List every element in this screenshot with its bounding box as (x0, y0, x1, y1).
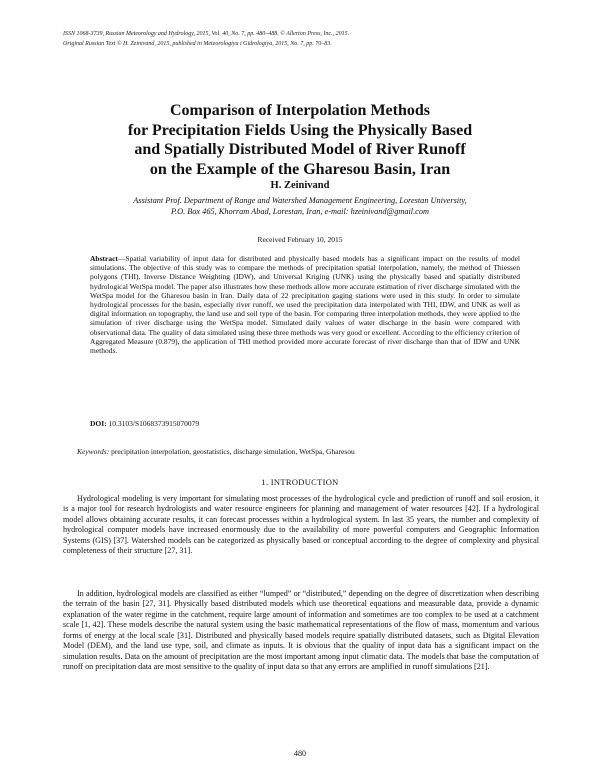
keywords-value: precipitation interpolation, geostatistics, discharge simulation, WetSpa, Gharesou (109, 447, 355, 456)
abstract (90, 254, 520, 355)
title-line: Comparison of Interpolation Methods (169, 102, 430, 119)
abstract-label: Abstract (90, 254, 118, 263)
keywords-label: Keywords: (77, 447, 110, 456)
body-paragraph: In addition, hydrological models are classified as either “lumped” or “distributed,” depending on the degree of discretization when describing the terrain of the basin [27, 31]. Physically based distributed models which use theoretical equations and measurable data, provide a dynamic explanation of the water regime in the catchment, require large amount of information and sometimes are too complex to be used at a catchment scale [1, 42]. These models describe the natural system using the basic mathematical representations of the flow of mass, momentum and various forms of energy at the local scale [31]. Distributed and physically based models require spatially distributed datasets, such as Digital Elevation Model (DEM), and the land use type, soil, and climate as inputs. It is obvious that the quality of input data has a significant impact on the simulation results. Data on the amount of precipitation are the most important among input climatic data. The models that base the computation of runoff on precipitation data are most sensitive to the quality of input data so that any errors are amplified in runoff simulations [21]. (63, 589, 539, 672)
section-heading-introduction: 1. INTRODUCTION (261, 477, 339, 487)
doi (90, 419, 520, 428)
author-affiliation (70, 196, 530, 217)
affiliation-line: P.O. Box 465, Khorram Abad, Lorestan, Iran, e-mail: hzeinivand@gmail.com (171, 206, 429, 216)
author-name: H. Zeinivand (270, 180, 330, 191)
page-number: 480 (294, 749, 306, 758)
header-original-text-line: Original Russian Text © H. Zeinivand, 2015, published in Meteorologiya i Gidrologiya, 2015, No. 7, pp. 70–83. (63, 40, 332, 47)
header-issn-line: ISSN 1068-3739, Russian Meteorology and Hydrology, 2015, Vol. 40, No. 7, pp. 480–488. © Allerton Press, Inc., 2015. (63, 31, 350, 37)
keywords (77, 447, 537, 456)
title-line: on the Example of the Gharesou Basin, Iran (149, 160, 451, 178)
body-paragraph: Hydrological modeling is very important for simulating most processes of the hydrological cycle and prediction of runoff and soil erosion, it is a major tool for research hydrologists and water resource engineers for planning and management of water resources [42]. If a hydrological model allows obtaining accurate results, it can forecast processes within a hydrological system. In last 35 years, the number and complexity of hydrological computer models have increased enormously due to the availability of more powerful computers and Geographic Information Systems (GIS) [37]. Watershed models can be categorized as physically based or conceptual according to the degree of complexity and physical completeness of their structure [27, 31]. (63, 494, 539, 556)
paper-title (30, 101, 570, 179)
affiliation-line: Assistant Prof. Department of Range and Watershed Management Engineering, Lorestan University, (133, 196, 467, 205)
doi-label: DOI: (90, 419, 107, 428)
abstract-text: —Spatial variability of input data for distributed and physically based models has a significant impact on the results of model simulations. The objective of this study was to compare the methods of precipitation spatial interpolation, namely, the method of Thiessen polygons (THI), Inverse Distance Weighting (IDW), and Universal Kriging (UNK) using the physically based and spatially distributed hydrological WetSpa model. The paper also illustrates how these methods allow more accurate estimation of river discharge simulated with the WetSpa model for the Gharesou basin in Iran. Daily data of 22 precipitation gaging stations were used in this study. In order to simulate hydrological processes for the basin, especially river runoff, we used the precipitation data interpolated with THI, IDW, and UNK as well as digital information on topography, the land use and soil type of the basin. For comparing three interpolation methods, they were applied to the simulation of river discharge using the WetSpa model. Simulated daily values of water discharge in the basin were compared with observational data. The quality of data simulated using these three methods was very good or excellent. According to the efficiency criterion of Aggregated Measure (0.879), the application of THI method provided more accurate forecast of river discharge than that of IDW and UNK methods. (90, 254, 520, 356)
journal-header (63, 30, 543, 49)
title-line: and Spatially Distributed Model of River Runoff (134, 141, 466, 158)
doi-value: 10.3103/S1068373915070079 (106, 419, 200, 428)
received-date: Received February 10, 2015 (257, 235, 343, 244)
title-line: for Precipitation Fields Using the Physically Based (127, 121, 473, 139)
